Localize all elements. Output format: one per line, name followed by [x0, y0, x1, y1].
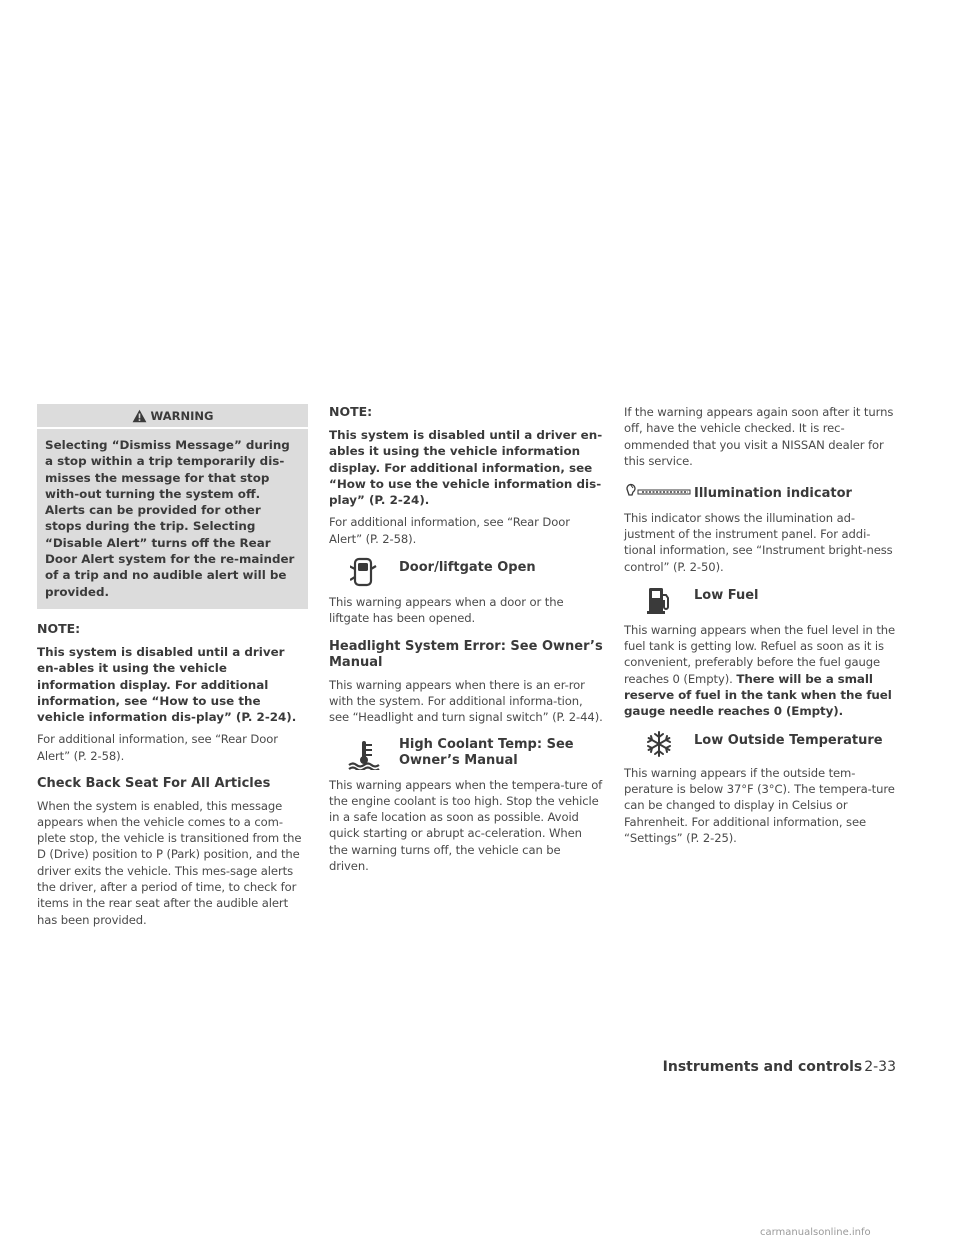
low-temperature-title: Low Outside Temperature	[694, 732, 883, 748]
low-temperature-text: This warning appears if the outside tem-perature is below 37°F (3°C). The tempera-ture can be changed to display in Celsius or Fahrenheit. For additional information, see “Settings” (P. 2-25).	[624, 765, 895, 845]
note-label: NOTE:	[37, 620, 81, 636]
illumination-text: This indicator shows the illumination ad-justment of the instrument panel. For addi-tional information, see “Instrument bright-ness control” (P. 2-50).	[624, 510, 893, 574]
section-text-headlight: This warning appears when there is an er-ror with the system. For additional informa-tion, see “Headlight and turn signal switch” (P. 2-44).	[329, 677, 603, 725]
illumination-title: Illumination indicator	[694, 486, 852, 502]
reference-text: For additional information, see “Rear Door Alert” (P. 2-58).	[37, 732, 278, 763]
snowflake-icon	[645, 730, 673, 758]
page-number: 2-33	[864, 1059, 896, 1075]
reference-text: For additional information, see “Rear Door Alert” (P. 2-58).	[329, 515, 570, 546]
note-text: This system is disabled until a driver en-ables it using the vehicle information display. For additional information, see “How to use the vehicle information dis-play” (P. 2-24).	[37, 644, 297, 725]
warning-triangle-icon	[132, 409, 147, 423]
warning-box	[37, 404, 308, 609]
fuel-pump-icon	[646, 585, 672, 615]
door-title: Door/liftgate Open	[399, 560, 536, 576]
column-left	[37, 404, 308, 928]
coolant-text: This warning appears when the tempera-ture of the engine coolant is too high. Stop the vehicle in a safe location as soon as possible. Avoid quick starting or abrupt ac-celeration. When the warning turns off, the vehicle can be driven.	[329, 777, 603, 874]
illumination-dimmer-icon	[624, 483, 694, 499]
note-label: NOTE:	[329, 404, 373, 419]
coolant-title: High Coolant Temp: See Owner’s Manual	[399, 736, 574, 769]
warning-heading: WARNING	[150, 408, 214, 423]
warning-text: Selecting “Dismiss Message” during a stop within a trip temporarily dis-misses the message for that stop with-out turning the system off. Alerts can be provided for other stops during the trip. Selecting “Disable Alert” turns off the Rear Door Alert system for the re-mainder of a trip and no audible alert will be provided.	[45, 438, 295, 599]
section-title-check-back-seat: Check Back Seat For All Articles	[37, 776, 271, 792]
coolant-temperature-icon	[347, 740, 381, 770]
low-fuel-description: This warning appears when the fuel level in the fuel tank is getting low. Refuel as soon as it is convenient, preferably before the fuel gauge reaches 0 (Empty).	[624, 622, 896, 686]
section-title-headlight: Headlight System Error: See Owner’s Manual	[329, 638, 603, 671]
indicator-illumination	[624, 483, 899, 503]
column-right	[624, 404, 899, 846]
indicator-low-fuel	[624, 585, 899, 615]
note-text: This system is disabled until a driver en-ables it using the vehicle information display. For additional information, see “How to use the vehicle information dis-play” (P. 2-24).	[329, 428, 603, 508]
warning-body	[37, 429, 308, 609]
indicator-coolant	[329, 734, 603, 770]
door-open-icon	[350, 557, 378, 587]
continued-text: If the warning appears again soon after it turns off, have the vehicle checked. It is rec-ommended that you visit a NISSAN dealer for this service.	[624, 405, 894, 468]
footer-section-title: Instruments and controls	[662, 1059, 863, 1075]
section-text-check-back-seat: When the system is enabled, this message appears when the vehicle comes to a com-plete stop, the vehicle is transitioned from the D (Drive) position to P (Park) position, and the driver exits the vehicle. This mes-sage alerts the driver, after a period of time, to check for items in the rear seat after the audible alert has been provided.	[37, 798, 302, 927]
indicator-door-open	[329, 557, 603, 587]
low-fuel-text	[624, 622, 899, 720]
column-middle	[329, 404, 603, 874]
low-fuel-bold-note: There will be a small reserve of fuel in the tank when the fuel gauge needle reaches 0 (Empty).	[624, 671, 892, 719]
low-fuel-title: Low Fuel	[694, 587, 759, 603]
watermark: carmanualsonline.info	[760, 1227, 871, 1238]
door-text: This warning appears when a door or the liftgate has been opened.	[329, 595, 564, 626]
indicator-low-temperature	[624, 730, 899, 758]
page-footer	[640, 1059, 896, 1075]
warning-header	[37, 404, 308, 429]
